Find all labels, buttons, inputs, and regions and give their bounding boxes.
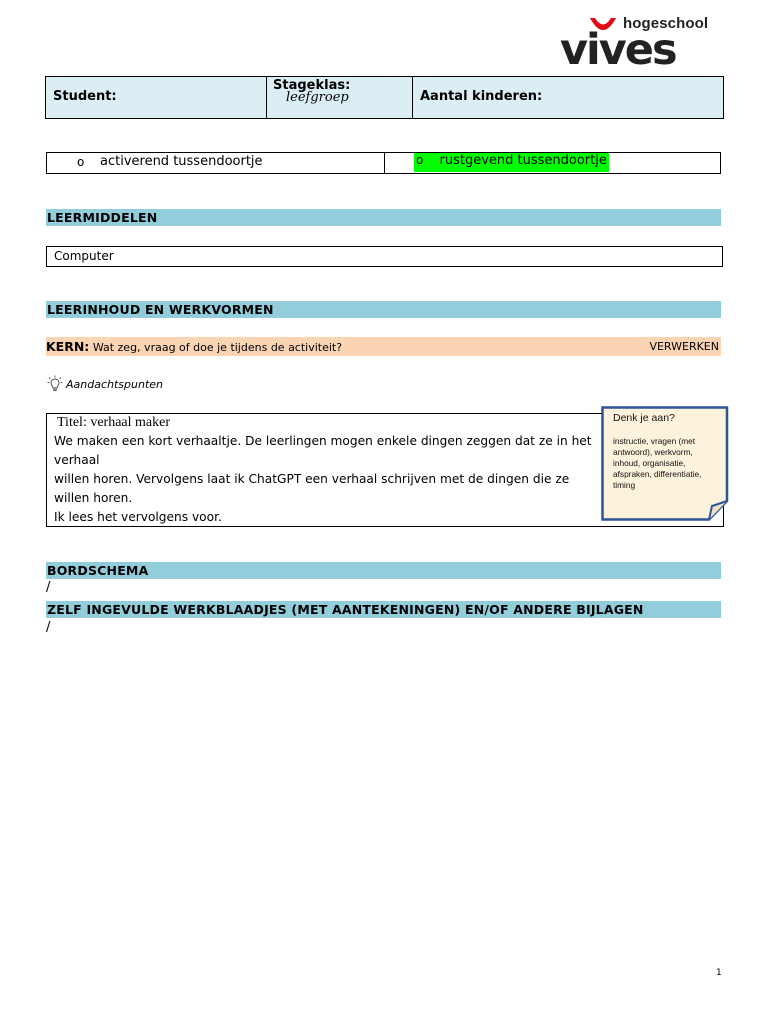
student-cell (46, 77, 267, 118)
stageklas-cell (267, 77, 413, 118)
bordschema-value: / (46, 580, 51, 595)
body-line: willen horen. Vervolgens laat ik ChatGPT een verhaal schrijven met de dingen die ze willen horen. (54, 472, 570, 505)
option-bullet: o (416, 153, 424, 167)
activity-body (54, 432, 606, 527)
bordschema-heading: BORDSCHEMA (46, 562, 721, 579)
note-body: instructie, vragen (met antwoord), werkvorm, inhoud, organisatie, afspraken, differentiatie, timing (613, 436, 702, 490)
activity-type-table (46, 152, 721, 174)
page-number: 1 (716, 968, 722, 978)
leermiddelen-box: Computer (46, 246, 723, 267)
lightbulb-icon (47, 375, 63, 393)
leerinhoud-heading: LEERINHOUD EN WERKVORMEN (46, 301, 721, 318)
kinderen-label: Aantal kinderen: (420, 89, 543, 104)
vives-logo (560, 12, 709, 75)
aandachtspunten (47, 375, 163, 393)
rustgevend-highlight (414, 153, 609, 172)
student-info-table (45, 76, 724, 119)
logo-brand-text: vives (560, 25, 676, 75)
logo-school-text: hogeschool (623, 15, 709, 32)
rustgevend-label: rustgevend tussendoortje (439, 153, 607, 168)
werkblaadjes-heading: ZELF INGEVULDE WERKBLAADJES (MET AANTEKENINGEN) EN/OF ANDERE BIJLAGEN (46, 601, 721, 618)
stageklas-value: leefgroep (286, 90, 349, 105)
reminder-sticky-note (601, 406, 729, 521)
body-line: Ik lees het vervolgens voor. (54, 510, 222, 524)
activerend-option (47, 153, 385, 173)
kern-label: KERN: (46, 339, 90, 354)
note-title: Denk je aan? (613, 412, 675, 424)
stageklas-label: Stageklas: (273, 78, 351, 93)
rustgevend-option (385, 153, 720, 173)
option-bullet: o (77, 155, 85, 169)
aandachtspunten-label: Aandachtspunten (66, 377, 164, 391)
kinderen-cell (413, 77, 723, 118)
leermiddelen-heading: LEERMIDDELEN (46, 209, 721, 226)
body-line: We maken een kort verhaaltje. De leerlingen mogen enkele dingen zeggen dat ze in het verhaal (54, 434, 592, 467)
activerend-label: activerend tussendoortje (100, 154, 263, 169)
student-label: Student: (53, 89, 117, 104)
phase-label: VERWERKEN (649, 340, 719, 353)
kern-question: Wat zeg, vraag of doe je tijdens de activiteit? (92, 341, 343, 354)
activity-title: Titel: verhaal maker (57, 415, 171, 430)
kern-bar (46, 337, 721, 356)
werkblaadjes-value: / (46, 620, 51, 635)
